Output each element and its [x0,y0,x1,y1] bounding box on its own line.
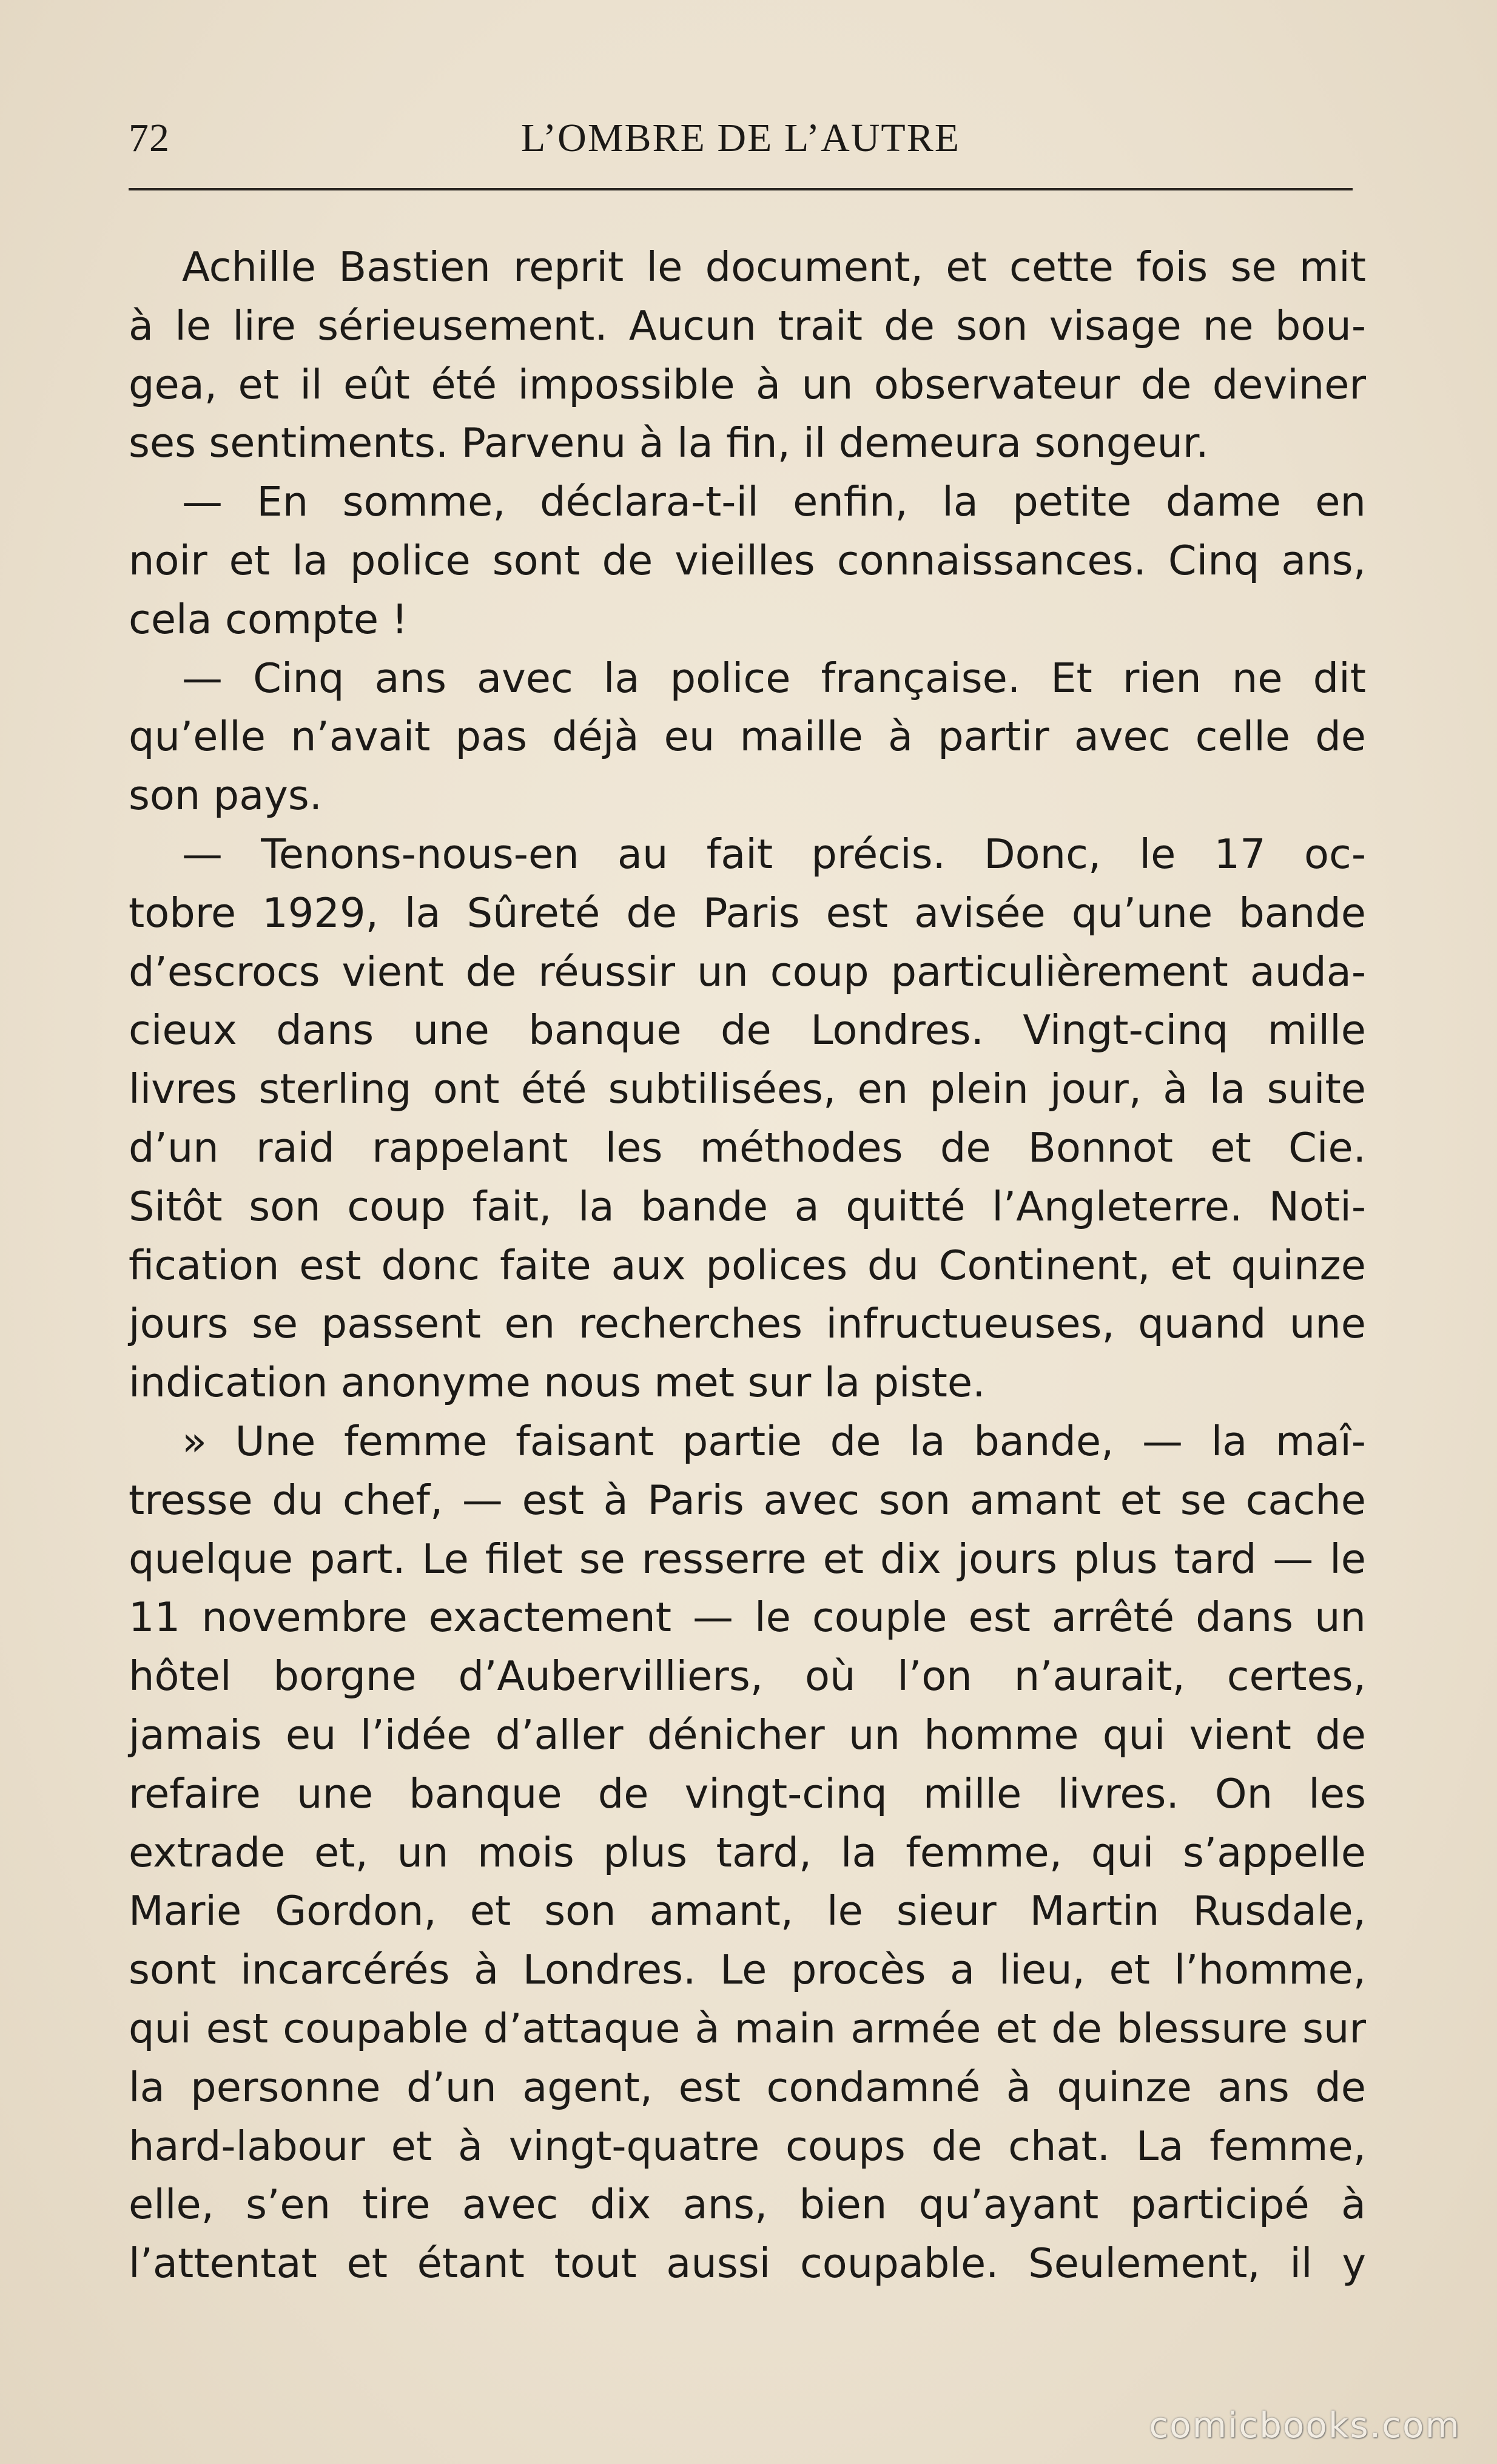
text-line: d’un raid rappelant les méthodes de Bonnot et Cie. [129,1123,1366,1171]
text-line: indication anonyme nous met sur la piste. [129,1359,986,1407]
text-line: son pays. [129,772,323,820]
text-line: jours se passent en recherches infructueuses, quand une [129,1300,1366,1348]
text-line: noir et la police sont de vieilles connaissances. Cinq ans, [129,536,1366,584]
text-line: hôtel borgne d’Aubervilliers, où l’on n’aurait, certes, [129,1652,1366,1700]
text-line: sont incarcérés à Londres. Le procès a lieu, et l’homme, [129,1946,1366,1994]
text-line: » Une femme faisant partie de la bande, — la maî- [182,1417,1366,1465]
text-line: jamais eu l’idée d’aller dénicher un homme qui vient de [129,1711,1366,1759]
text-line: l’attentat et étant tout aussi coupable. Seulement, il y [129,2240,1366,2287]
text-line: d’escrocs vient de réussir un coup particulièrement auda- [129,948,1366,995]
text-line: hard-labour et à vingt-quatre coups de chat. La femme, [129,2122,1366,2170]
page-number: 72 [129,116,170,160]
text-line: gea, et il eût été impossible à un observateur de deviner [129,360,1366,408]
watermark: comicbooks.com [1149,2405,1461,2446]
text-line: qu’elle n’avait pas déjà eu maille à partir avec celle de [129,713,1366,761]
text-line: qui est coupable d’attaque à main armée et de blessure sur [129,2004,1366,2052]
body-text [129,238,1366,2293]
text-line: tobre 1929, la Sûreté de Paris est avisée qu’une bande [129,889,1366,937]
text-line: Marie Gordon, et son amant, le sieur Martin Rusdale, [129,1887,1366,1935]
running-title: L’OMBRE DE L’AUTRE [520,116,961,160]
text-line: à le lire sérieusement. Aucun trait de son visage ne bou- [129,301,1366,349]
text-line: fication est donc faite aux polices du Continent, et quinze [129,1241,1366,1289]
text-line: 11 novembre exactement — le couple est arrêté dans un [129,1594,1366,1641]
text-line: livres sterling ont été subtilisées, en plein jour, à la suite [129,1065,1366,1113]
text-line: cieux dans une banque de Londres. Vingt-cinq mille [129,1006,1366,1054]
text-line: Sitôt son coup fait, la bande a quitté l’Angleterre. Noti- [129,1182,1366,1230]
text-line: cela compte ! [129,595,408,643]
text-line: Achille Bastien reprit le document, et cette fois se mit [182,243,1366,291]
text-line: quelque part. Le filet se resserre et dix jours plus tard — le [129,1535,1366,1583]
header-rule [129,188,1353,190]
text-line: la personne d’un agent, est condamné à quinze ans de [129,2063,1366,2111]
text-line: elle, s’en tire avec dix ans, bien qu’ayant participé à [129,2181,1366,2229]
text-line: ses sentiments. Parvenu à la fin, il demeura songeur. [129,419,1209,467]
text-line: refaire une banque de vingt-cinq mille livres. On les [129,1769,1366,1817]
text-line: — Cinq ans avec la police française. Et rien ne dit [182,654,1366,702]
page-header [129,103,1353,170]
text-line: extrade et, un mois plus tard, la femme, qui s’appelle [129,1828,1366,1876]
text-line: tresse du chef, — est à Paris avec son amant et se cache [129,1476,1366,1524]
text-line: — Tenons-nous-en au fait précis. Donc, le 17 oc- [182,830,1366,878]
text-line: — En somme, déclara-t-il enfin, la petite dame en [182,478,1366,526]
